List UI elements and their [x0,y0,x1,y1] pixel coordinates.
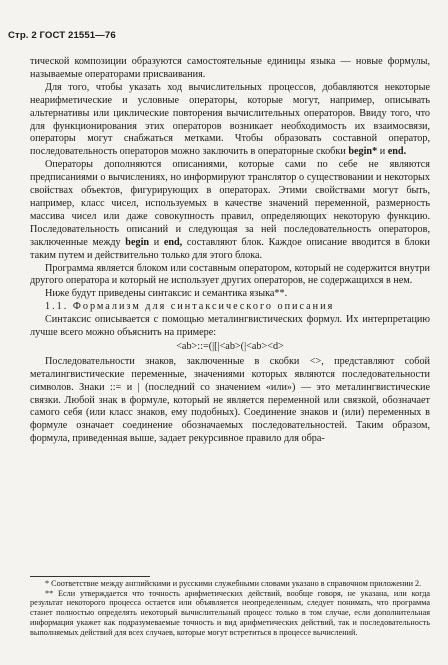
conjunction: и [153,236,160,248]
paragraph: Программа является блоком или составным оператором, который не содержится внутри другого оператора и который не использует других операторов, не содержащихся в нем. [30,262,430,287]
page-header: Стр. 2 ГОСТ 21551—76 [8,30,116,41]
paragraph: Синтаксис описывается с помощью металингвистических формул. Их интерпретацию лучше всего можно объяснить на примере: [30,314,430,339]
footnote-divider [30,576,150,577]
paragraph: Ниже будут приведены синтаксис и семантика языка**. [45,288,288,300]
footnotes [30,579,430,637]
keyword-end: end, [163,236,183,248]
metalinguistic-formula: <ab>::=(|[|<ab>(|<ab><d> [176,340,284,352]
paragraph [30,82,430,159]
paragraph: тической композиции образуются самостоятельные единицы языка — новые формулы, называемые операторами присваивания. [30,56,430,80]
keyword-begin: begin [125,236,150,248]
paragraph-text: Операторы дополняются описаниями, которые сами по себе не являются предписаниями о вычислениях, но информируют транслятор о существовании и некоторых свойствах объектов, фигурирующих в операторах. Этими свойствами могут быть, например, класс чисел, используемых в качестве значений переменной, размерность массива чисел или даже совокупность правил, определяющих некоторую функцию. Последовательность описаний и следующая за ней последовательность операторов, заключенные между [30,159,430,248]
keyword-end: end. [387,146,407,158]
footnote: ** Если утверждается что точность арифметических действий, вообще говоря, не указана, или когда результат некоторого процесса остается или объявляется неопределенным, следует понимать, что программа станет полностью определять некоторый вычислительный процесс только в том случае, если дополнительная информация укажет как подразумеваемые точность и вид арифметических действий, так и последовательность выполняемых действий для всех случаев, которые могут встретиться в процессе вычислений. [30,588,430,637]
section-heading: 1.1. Формализм для синтаксического описания [45,301,335,313]
body-text [30,56,430,446]
conjunction: и [379,146,386,158]
paragraph: Последовательности знаков, заключенные в скобки <>, представляют собой металингвистические переменные, значениями которых являются последовательности символов. Знаки ::= и | (последний со значением «или») — это металингвистические связки. Любой знак в формуле, который не является переменной или связкой, обозначает самого себя (или класс знаков, ему подобных). Соединение знаков и (или) переменных в формуле означает соединение обозначаемых последовательностей. Таким образом, формула, приведенная выше, задает рекурсивное правило для обра- [30,355,430,445]
keyword-begin: begin* [348,146,378,158]
paragraph-text: Для того, чтобы указать ход вычислительных процессов, добавляются некоторые неарифметические и условные операторы, которые могут, например, описывать альтернативы или циклические повторения вычислительных операторов. Ввиду того, что для функционирования этих операторов возникает необходимость их взаимосвязи, операторы могут снабжаться метками. Чтобы образовать составной оператор, последовательность операторов можно заключить в операторные скобки [30,81,430,158]
footnote: * Соответствие между английскими и русскими служебными словами указано в справочном приложении 2. [45,579,422,588]
paragraph [30,159,430,262]
paragraph-text: составляют блок. Каждое описание вводится в блоки таким путем и действительно только для этого блока. [30,236,430,261]
